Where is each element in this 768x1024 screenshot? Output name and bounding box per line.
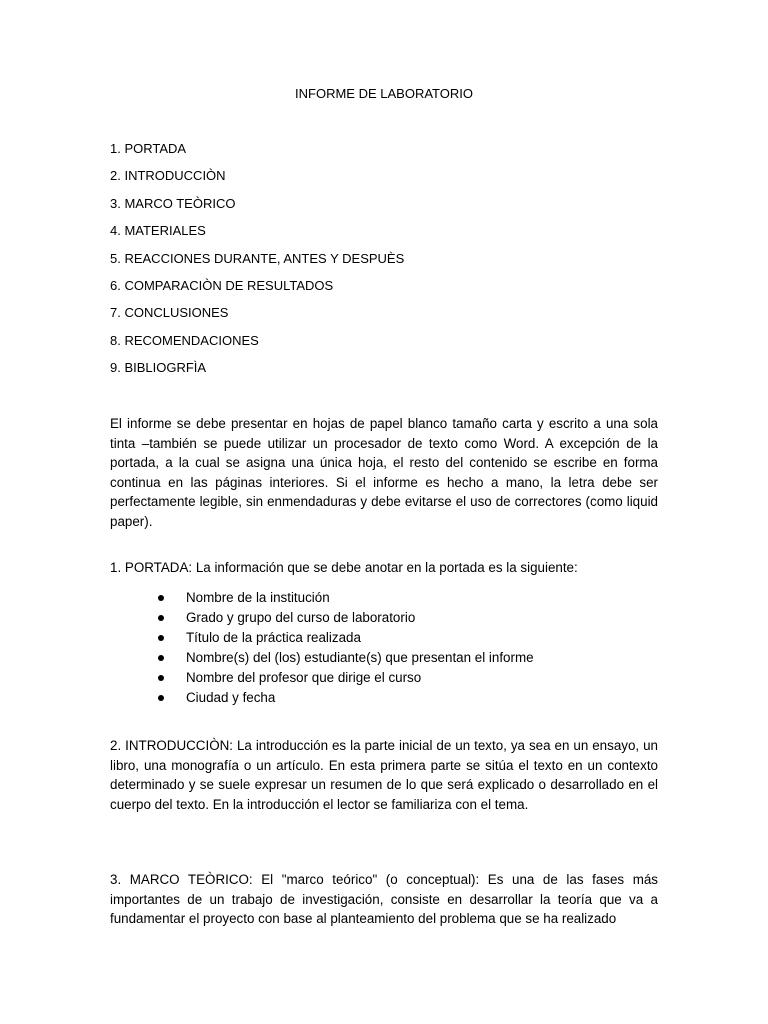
- toc-item: 4. MATERIALES: [110, 223, 206, 239]
- toc-item: 2. INTRODUCCIÒN: [110, 168, 226, 184]
- toc-item: 9. BIBLIOGRFÌA: [110, 360, 207, 376]
- table-of-contents: [110, 140, 404, 387]
- list-item: [150, 628, 534, 648]
- toc-item: 8. RECOMENDACIONES: [110, 332, 259, 348]
- toc-item: 1. PORTADA: [110, 141, 187, 156]
- section-label: 2. INTRODUCCIÒN:: [110, 738, 233, 753]
- bullet-icon: [158, 635, 164, 641]
- list-item-text: Grado y grupo del curso de laboratorio: [186, 610, 416, 625]
- list-item-text: Ciudad y fecha: [186, 690, 276, 705]
- document-title: INFORME DE LABORATORIO: [295, 86, 473, 101]
- list-item: [150, 648, 534, 668]
- bullet-icon: [158, 675, 164, 681]
- portada-paragraph: [110, 558, 658, 578]
- list-item-text: Nombre de la institución: [186, 590, 330, 605]
- toc-item: 3. MARCO TEÒRICO: [110, 195, 236, 211]
- introduccion-paragraph: [110, 736, 658, 814]
- toc-item: 5. REACCIONES DURANTE, ANTES Y DESPUÈS: [110, 250, 405, 266]
- toc-item: 6. COMPARACIÒN DE RESULTADOS: [110, 277, 334, 293]
- marco-teorico-paragraph: [110, 870, 658, 929]
- section-label: 3. MARCO TEÒRICO:: [110, 872, 253, 887]
- bullet-icon: [158, 655, 164, 661]
- section-text: La introducción es la parte inicial de un texto, ya sea en un ensayo, un libro, una monografía o un artículo. En esta primera parte se sitúa el texto en un contexto determinado y se suele expresar un resumen de lo que será explicado o desarrollado en el cuerpo del texto. En la introducción el lector se familiariza con el tema.: [110, 738, 658, 812]
- bullet-icon: [158, 695, 164, 701]
- list-item-text: Título de la práctica realizada: [186, 630, 361, 645]
- section-text: La información que se debe anotar en la portada es la siguiente:: [192, 560, 578, 575]
- portada-bullet-list: [150, 588, 534, 708]
- bullet-icon: [158, 615, 164, 621]
- section-text: El "marco teórico" (o conceptual): Es una de las fases más importantes de un trabajo de investigación, consiste en desarrollar la teoría que va a fundamentar el proyecto con base al planteamiento del problema que se ha realizado: [110, 872, 658, 927]
- intro-paragraph: El informe se debe presentar en hojas de papel blanco tamaño carta y escrito a una sola tinta –también se puede utilizar un procesador de texto como Word. A excepción de la portada, a la cual se asigna una única hoja, el resto del contenido se escribe en forma continua en las páginas interiores. Si el informe es hecho a mano, la letra debe ser perfectamente legible, sin enmendaduras y debe evitarse el uso de correctores (como liquid paper).: [110, 416, 658, 529]
- bullet-icon: [158, 595, 164, 601]
- list-item: [150, 588, 534, 608]
- list-item: [150, 688, 534, 708]
- list-item: [150, 668, 534, 688]
- list-item: [150, 608, 534, 628]
- toc-item: 7. CONCLUSIONES: [110, 305, 229, 321]
- list-item-text: Nombre del profesor que dirige el curso: [186, 670, 422, 685]
- section-label: 1. PORTADA:: [110, 560, 193, 575]
- list-item-text: Nombre(s) del (los) estudiante(s) que presentan el informe: [186, 650, 534, 665]
